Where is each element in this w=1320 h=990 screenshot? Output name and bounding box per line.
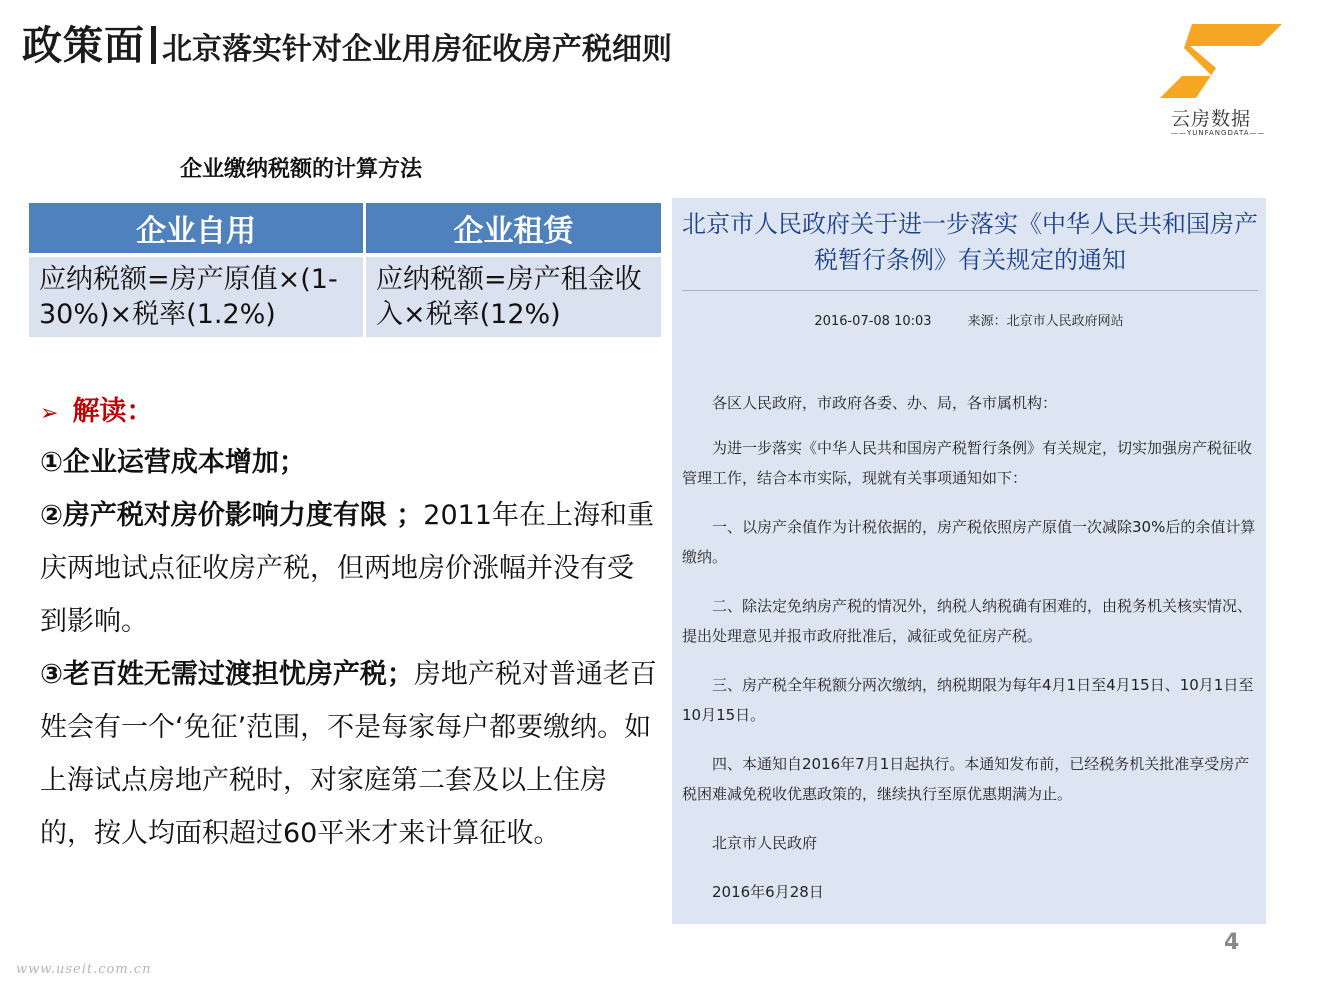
title-main: 政策面 — [22, 23, 145, 69]
point-2-text: 2011年在上海和重庆两地试点征收房产税，但两地房价涨幅并没有受到影响。 — [40, 500, 654, 637]
title-subtitle: 北京落实针对企业用房征收房产税细则 — [162, 32, 672, 67]
title-separator — [151, 26, 156, 64]
interpretation-section — [40, 388, 660, 860]
notice-source: 来源：北京市人民政府网站 — [967, 314, 1124, 329]
column-header-leasing: 企业租赁 — [363, 203, 661, 257]
table-header-row — [29, 203, 661, 257]
tax-calculation-table — [29, 203, 661, 337]
logo-brand-en: ——YUNFANGDATA—— — [1171, 129, 1266, 137]
notice-paragraph-item-3: 三、房产税全年税额分两次缴纳，纳税期限为每年4月1日至4月15日、10月1日至10月15日。 — [682, 676, 1254, 724]
point-2-lead: ②房产税对房价影响力度有限 ； — [40, 500, 424, 531]
arrow-bullet-icon: ➢ — [40, 401, 59, 426]
leasing-formula-cell: 应纳税额=房产租金收入×税率(12%) — [363, 257, 661, 337]
table-row — [29, 257, 661, 337]
notice-signatory: 北京市人民政府 — [712, 834, 818, 852]
government-notice-screenshot — [672, 198, 1266, 924]
notice-meta — [672, 310, 1266, 329]
notice-title: 北京市人民政府关于进一步落实《中华人民共和国房产税暂行条例》有关规定的通知 — [682, 210, 1258, 274]
self-use-formula-cell: 应纳税额=房产原值×(1-30%)×税率(1.2%) — [29, 257, 363, 337]
interpretation-heading-label: 解读： — [72, 396, 154, 427]
notice-paragraph-item-4: 四、本通知自2016年7月1日起执行。本通知发布前，已经税务机关批准享受房产税困难减免税收优惠政策的，继续执行至原优惠期满为止。 — [682, 755, 1250, 803]
yunfang-logo-icon — [1160, 18, 1282, 104]
notice-paragraph-salutation: 各区人民政府，市政府各委、办、局，各市属机构： — [712, 394, 1058, 412]
point-3-lead: ③老百姓无需过渡担忧房产税； — [40, 659, 414, 690]
calc-section-title: 企业缴纳税额的计算方法 — [180, 157, 423, 182]
notice-divider — [682, 290, 1258, 291]
column-header-self-use: 企业自用 — [29, 203, 363, 257]
notice-datetime: 2016-07-08 10:03 — [814, 314, 932, 329]
interpretation-point-3 — [40, 648, 660, 860]
interpretation-heading — [40, 388, 660, 436]
company-logo — [1155, 18, 1285, 138]
site-watermark: www.useit.com.cn — [16, 962, 152, 977]
notice-paragraph-item-1: 一、以房产余值作为计税依据的，房产税依照房产原值一次减除30%后的余值计算缴纳。 — [682, 518, 1256, 566]
point-1-text: ①企业运营成本增加； — [40, 447, 306, 478]
page-title — [22, 14, 672, 71]
notice-paragraph-item-2: 二、除法定免纳房产税的情况外，纳税人纳税确有困难的，由税务机关核实情况、提出处理意见并报市政府批准后，减征或免征房产税。 — [682, 597, 1253, 645]
logo-brand-cn: 云房数据 — [1171, 108, 1252, 130]
notice-date: 2016年6月28日 — [712, 883, 824, 901]
point-3-text: 房地产税对普通老百姓会有一个‘免征’范围，不是每家每户都要缴纳。如上海试点房地产税时，对家庭第二套及以上住房的，按人均面积超过60平米才来计算征收。 — [40, 659, 657, 849]
notice-body — [682, 388, 1258, 926]
notice-paragraph-intro: 为进一步落实《中华人民共和国房产税暂行条例》有关规定，切实加强房产税征收管理工作，结合本市实际，现就有关事项通知如下： — [682, 439, 1253, 487]
interpretation-point-2 — [40, 489, 660, 648]
interpretation-point-1 — [40, 436, 660, 489]
page-number: 4 — [1224, 930, 1240, 955]
